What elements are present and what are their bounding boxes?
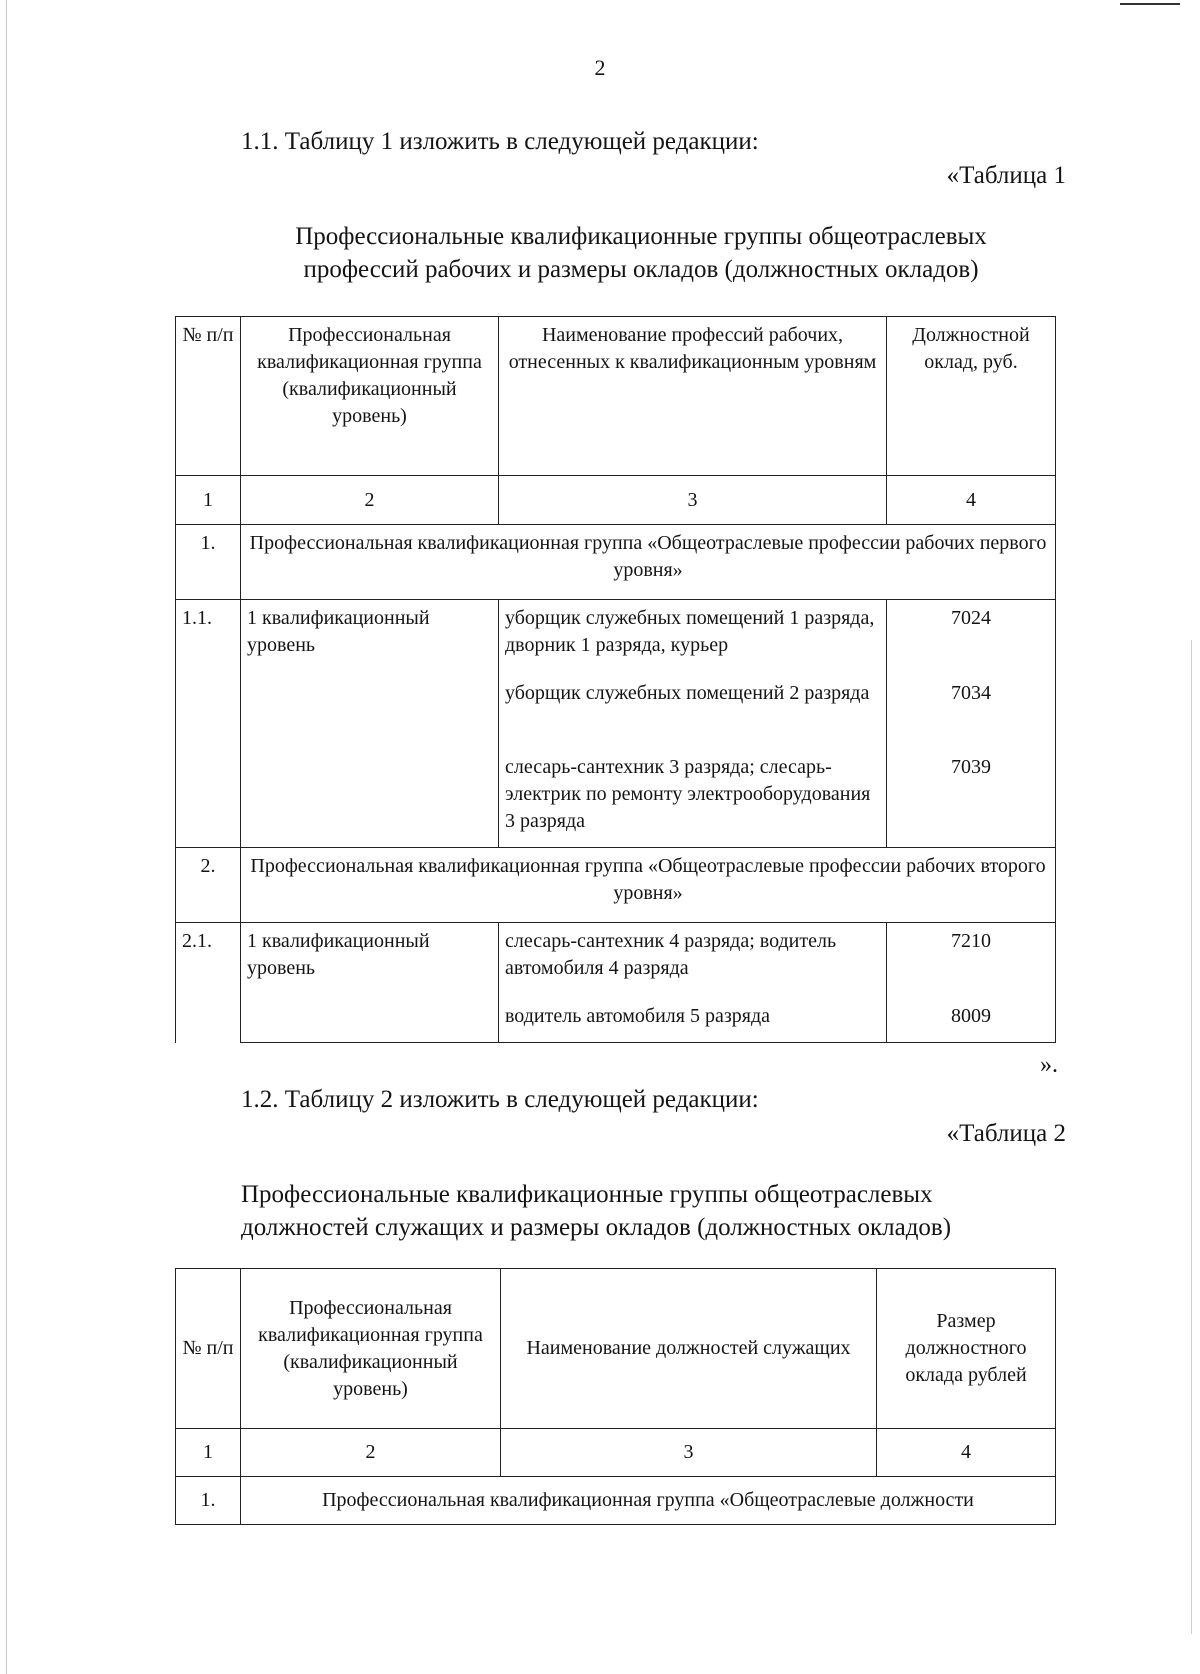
profession-cell: уборщик служебных помещений 1 разряда, дворник 1 разряда, курьер [499, 600, 887, 675]
col-number-4: 4 [877, 1429, 1056, 1477]
table-2-group-1-row [176, 1477, 1056, 1525]
col-number-4: 4 [887, 476, 1056, 525]
profession-cell: водитель автомобиля 5 разряда [499, 998, 887, 1043]
table-1-closing-quote: ». [1040, 1052, 1058, 1078]
header-salary: Должностной оклад, руб. [887, 317, 1056, 476]
table-1-title-line-2: профессий рабочих и размеры окладов (должностных окладов) [303, 256, 979, 283]
level-2-1-number: 2.1. [176, 923, 241, 1043]
section-1-1-text: 1.1. Таблицу 1 изложить в следующей редакции: [241, 128, 759, 155]
profession-cell: уборщик служебных помещений 2 разряда [499, 675, 887, 749]
table-2-reference: «Таблица 2 [946, 1120, 1066, 1147]
section-1-2-text: 1.2. Таблицу 2 изложить в следующей редакции: [241, 1086, 759, 1113]
scan-edge-left [6, 0, 7, 1674]
table-1-header-row [176, 317, 1056, 476]
col-number-3: 3 [501, 1429, 877, 1477]
salary-cell: 7024 [887, 600, 1056, 675]
table-2-title [241, 1178, 1081, 1244]
col-number-2: 2 [241, 1429, 501, 1477]
table-1-column-numbers-row [176, 476, 1056, 525]
table-2-column-numbers-row [176, 1429, 1056, 1477]
col-number-1: 1 [176, 1429, 241, 1477]
table-1-title [241, 220, 1041, 286]
level-1-1-name: 1 квалификационный уровень [241, 600, 499, 848]
salary-cell: 7039 [887, 749, 1056, 848]
scan-edge-right [1191, 640, 1192, 1634]
profession-cell: слесарь-сантехник 3 разряда; слесарь-электрик по ремонту электрооборудования 3 разряда [499, 749, 887, 848]
col-number-1: 1 [176, 476, 241, 525]
profession-cell: слесарь-сантехник 4 разряда; водитель автомобиля 4 разряда [499, 923, 887, 998]
table-2-header-row [176, 1269, 1056, 1429]
group-2-number: 2. [176, 848, 241, 923]
header-number: № п/п [176, 1269, 241, 1429]
table-1-reference: «Таблица 1 [946, 162, 1066, 189]
header-group: Профессиональная квалификационная группа (квалификационный уровень) [241, 317, 499, 476]
col-number-2: 2 [241, 476, 499, 525]
col-number-3: 3 [499, 476, 887, 525]
table-1 [175, 316, 1056, 1043]
scan-mark-top [1120, 3, 1180, 5]
page-number: 2 [594, 55, 606, 80]
header-group: Профессиональная квалификационная группа (квалификационный уровень) [241, 1269, 501, 1429]
group-1-title: Профессиональная квалификационная группа «Общеотраслевые должности [241, 1477, 1056, 1525]
table-1-title-line-1: Профессиональные квалификационные группы общеотраслевых [295, 223, 987, 250]
level-1-1-number: 1.1. [176, 600, 241, 848]
group-1-row [176, 525, 1056, 600]
group-2-row [176, 848, 1056, 923]
header-number: № п/п [176, 317, 241, 476]
header-position: Наименование должностей служащих [501, 1269, 877, 1429]
salary-cell: 7034 [887, 675, 1056, 749]
group-1-number: 1. [176, 525, 241, 600]
group-2-title: Профессиональная квалификационная группа «Общеотраслевые профессии рабочих второго уровня» [241, 848, 1056, 923]
group-1-title: Профессиональная квалификационная группа «Общеотраслевые профессии рабочих первого уровня» [241, 525, 1056, 600]
salary-cell: 8009 [887, 998, 1056, 1043]
table-2-title-line-1: Профессиональные квалификационные группы общеотраслевых [241, 1181, 933, 1208]
table-2 [175, 1268, 1056, 1525]
salary-cell: 7210 [887, 923, 1056, 998]
group-1-number: 1. [176, 1477, 241, 1525]
table-2-title-line-2: должностей служащих и размеры окладов (должностных окладов) [241, 1214, 952, 1241]
header-profession: Наименование профессий рабочих, отнесенных к квалификационным уровням [499, 317, 887, 476]
table-row [176, 923, 1056, 998]
table-row [176, 600, 1056, 675]
header-salary: Размер должностного оклада рублей [877, 1269, 1056, 1429]
level-2-1-name: 1 квалификационный уровень [241, 923, 499, 1043]
